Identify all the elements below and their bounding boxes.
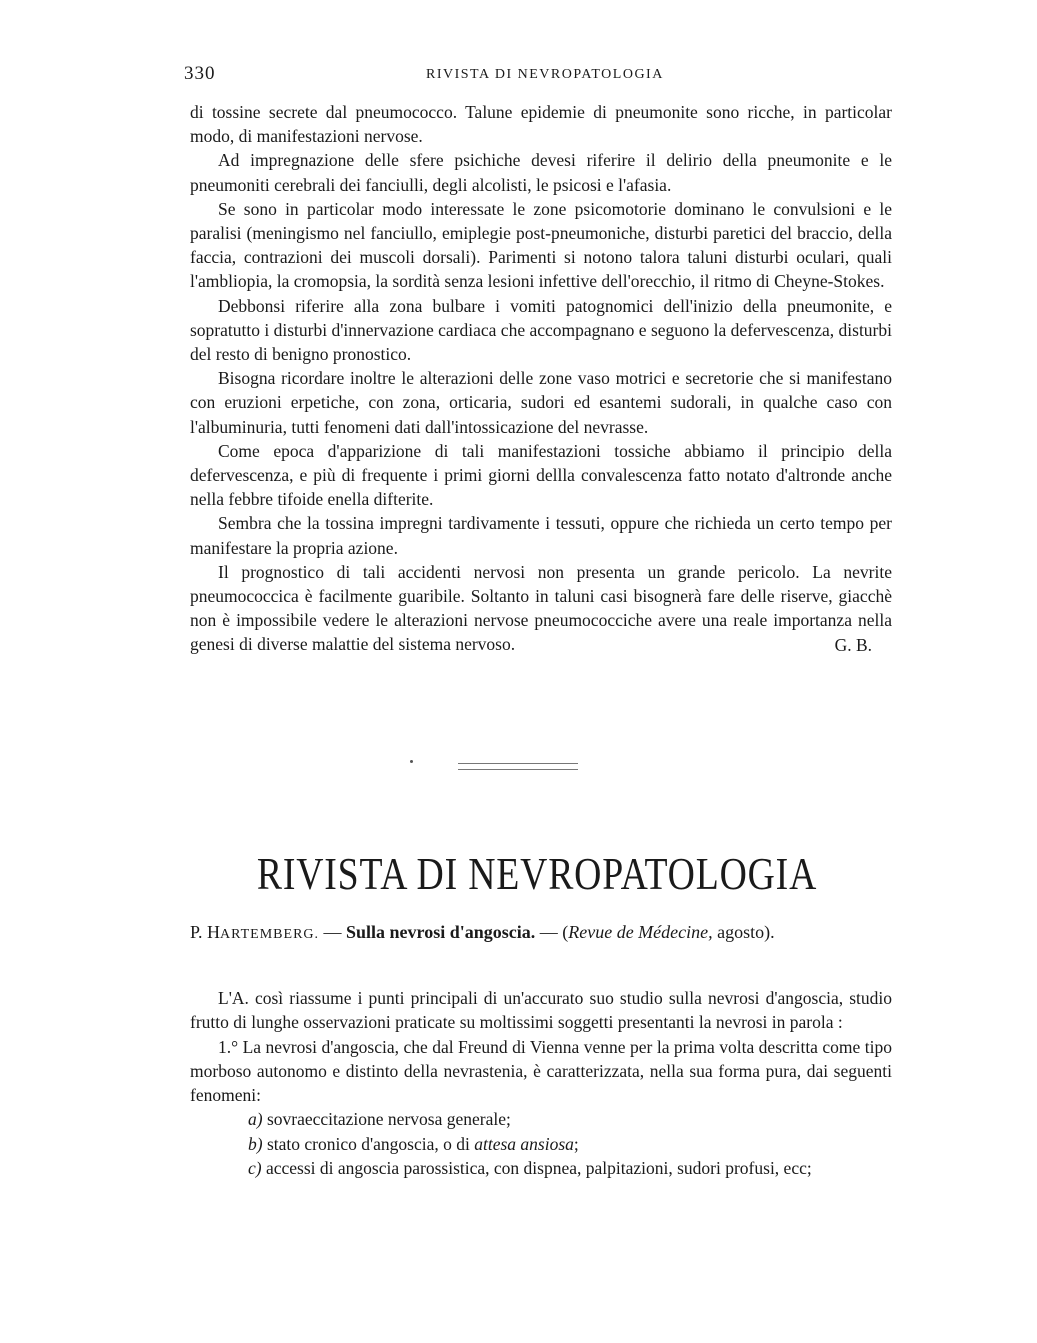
- citation-dash: —: [319, 922, 347, 942]
- running-title: RIVISTA DI NEVROPATOLOGIA: [426, 67, 664, 82]
- article-abstract: [190, 986, 892, 1180]
- ink-dot: [410, 760, 413, 763]
- page-number: 330: [184, 63, 216, 84]
- author-signature: G. B.: [834, 634, 872, 655]
- paragraph: Come epoca d'apparizione di tali manifestazioni tossiche abbiamo il principio della defervescenza, e più di frequente i primi giorni dellla convalescenza fatto notato d'altronde anche nella febbre tifoide enella difterite.: [190, 440, 892, 510]
- item-text-end: ;: [573, 1133, 579, 1154]
- item-marker: a): [248, 1109, 263, 1130]
- list-item: [190, 1132, 892, 1156]
- article-title: Sulla nevrosi d'angoscia.: [346, 922, 536, 942]
- item-text: sovraeccitazione nervosa generale;: [262, 1109, 511, 1130]
- citation-dash: — (: [535, 922, 569, 942]
- paragraph: Bisogna ricordare inoltre le alterazioni delle zone vaso motrici e secretorie che si manifestano con eruzioni erpetiche, con zona, orticaria, sudori ed esantemi sudorali, in qualche caso con l'albuminuria, tutti fenomeni dati dall'intossicazione del nevrasse.: [190, 368, 892, 437]
- paragraph: Ad impregnazione delle sfere psichiche devesi riferire il delirio della pneumonite e le pneumoniti cerebrali dei fanciulli, degli alcolisti, le psicosi e l'afasia.: [190, 150, 892, 195]
- author-surname: ARTEMBERG.: [220, 927, 320, 942]
- list-item: [190, 1107, 892, 1131]
- section-title: RIVISTA DI NEVROPATOLOGIA: [256, 847, 818, 899]
- numbered-point: 1.° La nevrosi d'angoscia, che dal Freund di Vienna venne per la prima volta descritta come tipo morboso autonomo e distinto della nevrastenia, è caratterizzata, nella sua forma pura, dai seguenti fenomeni:: [190, 1036, 892, 1106]
- paragraph: Sembra che la tossina impregni tardivamente i tessuti, oppure che richieda un certo tempo per manifestare la propria azione.: [190, 513, 892, 558]
- publication-date: agosto).: [712, 922, 775, 942]
- section-divider: [458, 763, 578, 770]
- paragraph: Il prognostico di tali accidenti nervosi non presenta un grande pericolo. La nevrite pneumococcica è facilmente guaribile. Soltanto in taluni casi bisognerà fare delle riserve, giacchè non è impossibile vedere le alterazioni nervose pneumococciche avere una reale importanza nella genesi di diverse malattie del sistema nervoso.: [190, 561, 892, 655]
- item-text: stato cronico d'angoscia, o di: [262, 1133, 475, 1154]
- intro-paragraph: L'A. così riassume i punti principali di un'accurato suo studio sulla nevrosi d'angoscia, studio frutto di lunghe osservazioni praticate su moltissimi soggetti presentanti la nevrosi in parola :: [190, 988, 892, 1033]
- item-emphasis: attesa ansiosa: [474, 1133, 574, 1154]
- item-marker: b): [248, 1133, 263, 1154]
- previous-article-body: [190, 100, 892, 657]
- paragraph: di tossine secrete dal pneumococco. Talune epidemie di pneumonite sono ricche, in particolar modo, di manifestazioni nervose.: [190, 102, 892, 147]
- page-header: [184, 63, 890, 93]
- journal-name: Revue de Médecine,: [568, 922, 713, 942]
- list-item: [190, 1156, 892, 1180]
- author-initial: P. H: [190, 922, 221, 942]
- item-text: accessi di angoscia parossistica, con dispnea, palpitazioni, sudori profusi, ecc;: [261, 1158, 812, 1179]
- paragraph: Debbonsi riferire alla zona bulbare i vomiti patognomici dell'inizio della pneumonite, e sopratutto i disturbi d'innervazione cardiaca che accompagnano e seguono la defervescenza, disturbi del resto di benigno pronostico.: [190, 295, 892, 365]
- item-marker: c): [248, 1158, 262, 1179]
- article-citation: [190, 922, 892, 943]
- paragraph: Se sono in particolar modo interessate le zone psicomotorie dominano le convulsioni e le paralisi (meningismo nel fanciullo, emiplegie post-pneumoniche, disturbi paretici del braccio, della faccia, contrazioni dei muscoli dorsali). Parimenti si notono talora taluni disturbi oculari, quali l'ambliopia, la cromopsia, la sordità senza lesioni infettive dell'orecchio, il ritmo di Cheyne-Stokes.: [190, 198, 892, 292]
